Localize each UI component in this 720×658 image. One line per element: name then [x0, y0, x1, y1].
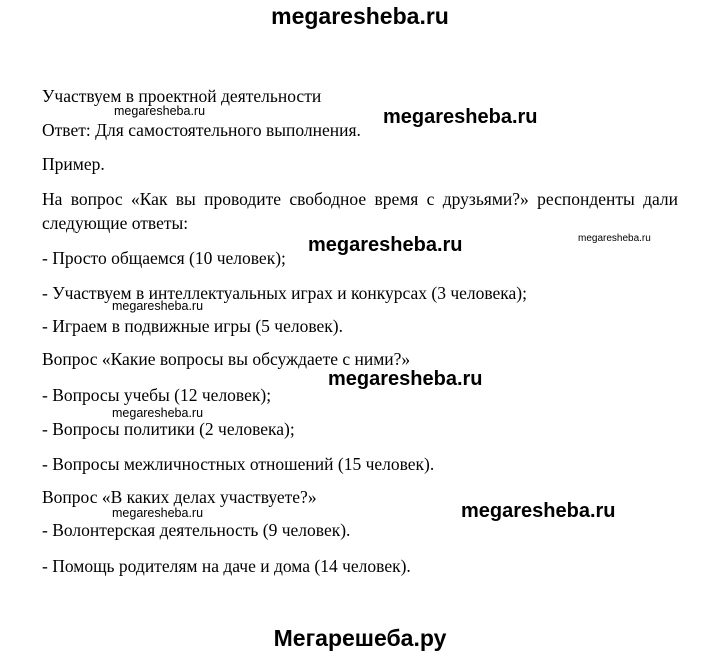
q1-answer-2: - Участвуем в интеллектуальных играх и конкурсах (3 человека);	[42, 283, 527, 303]
watermark: megaresheba.ru	[114, 104, 206, 118]
q3-answer-2: - Помощь родителям на даче и дома (14 человек).	[42, 556, 411, 576]
q1-answer-3: - Играем в подвижные игры (5 человек).	[42, 316, 343, 336]
site-header: megaresheba.ru	[271, 3, 449, 29]
watermark: megaresheba.ru	[112, 506, 204, 520]
answer-line: Ответ: Для самостоятельного выполнения.	[42, 120, 361, 140]
q2-answer-3: - Вопросы межличностных отношений (15 человек).	[42, 454, 435, 474]
q1-answer-1: - Просто общаемся (10 человек);	[42, 248, 286, 268]
question-3: Вопрос «В каких делах участвуете?»	[42, 487, 317, 507]
watermark: megaresheba.ru	[383, 106, 538, 128]
watermark: megaresheba.ru	[112, 299, 204, 313]
intro-paragraph: На вопрос «Как вы проводите свободное время с друзьями?» респонденты дали следующие ответы:	[42, 189, 678, 233]
watermark: megaresheba.ru	[578, 233, 651, 244]
document-title: Участвуем в проектной деятельности	[42, 86, 322, 106]
q2-answer-2: - Вопросы политики (2 человека);	[42, 419, 295, 439]
watermark: megaresheba.ru	[112, 406, 204, 420]
watermark: megaresheba.ru	[461, 500, 616, 522]
watermark: megaresheba.ru	[328, 368, 483, 390]
question-2: Вопрос «Какие вопросы вы обсуждаете с ними?»	[42, 349, 411, 369]
example-label: Пример.	[42, 154, 105, 174]
watermark: megaresheba.ru	[308, 234, 463, 256]
q2-answer-1: - Вопросы учебы (12 человек);	[42, 385, 272, 405]
q3-answer-1: - Волонтерская деятельность (9 человек).	[42, 520, 351, 540]
site-footer: Мегарешеба.ру	[273, 625, 447, 651]
